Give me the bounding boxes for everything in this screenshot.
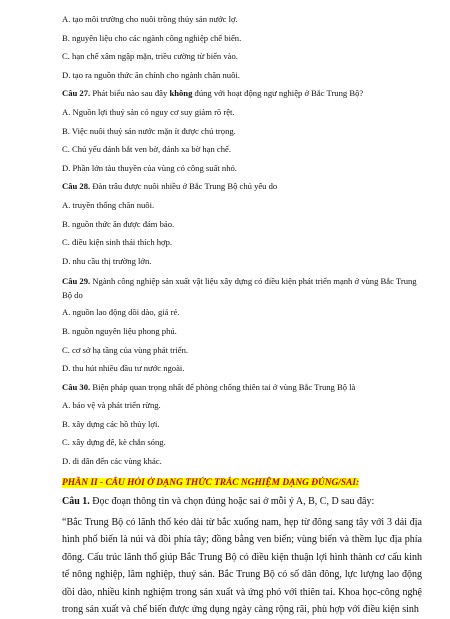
question-stem bbox=[62, 88, 422, 99]
question-number: Câu 28. bbox=[62, 181, 91, 192]
option-a: A. tạo môi trường cho nuôi trồng thủy sản nước lợ. bbox=[62, 14, 238, 24]
document-page bbox=[62, 14, 422, 619]
section-heading: PHẦN II - CÂU HỎI Ở DẠNG THỨC TRẮC NGHIỆM DẠNG ĐÚNG/SAI: bbox=[62, 477, 360, 488]
option-a: A. nguồn lao động dồi dào, giá rẻ. bbox=[62, 307, 180, 318]
option-b: B. Việc nuôi thuỷ sản nước mặn ít được chú trọng. bbox=[62, 125, 236, 136]
question-stem bbox=[62, 382, 422, 393]
option-a: A. bảo vệ và phát triển rừng. bbox=[62, 400, 161, 411]
question-28 bbox=[62, 181, 422, 266]
question-number: Câu 29. bbox=[62, 276, 91, 287]
section-heading-wrap bbox=[62, 475, 422, 489]
option-d: D. di dân đến các vùng khác. bbox=[62, 456, 162, 467]
question-stem bbox=[62, 181, 422, 192]
question-stem bbox=[62, 495, 422, 508]
option-b: B. nguồn nguyên liệu phong phú. bbox=[62, 325, 177, 336]
question-30 bbox=[62, 382, 422, 467]
option-c: C. cơ sở hạ tầng của vùng phát triển. bbox=[62, 344, 189, 355]
question-text: Ngành công nghiệp sản xuất vật liệu xây dựng có điều kiện phát triển mạnh ở vùng Bắc Trung Bộ do bbox=[62, 276, 417, 301]
question-number: Câu 27. bbox=[62, 88, 91, 99]
question-text: Biện pháp quan trọng nhất để phòng chống thiên tai ở vùng Bắc Trung Bộ là bbox=[90, 381, 356, 392]
question-text: Đàn trâu được nuôi nhiều ở Bắc Trung Bộ chủ yếu do bbox=[90, 181, 278, 192]
option-d: D. thu hút nhiều đầu tư nước ngoài. bbox=[62, 363, 185, 374]
option-a: A. Nguồn lợi thuỷ sản có nguy cơ suy giảm rõ rệt. bbox=[62, 106, 235, 117]
option-c: C. Chủ yếu đánh bắt ven bờ, đánh xa bờ hạn chế. bbox=[62, 144, 231, 155]
option-a: A. truyền thống chăn nuôi. bbox=[62, 199, 155, 210]
reading-passage: “Bắc Trung Bộ có lãnh thổ kéo dài từ bắc xuống nam, hẹp từ đông sang tây với 3 dải địa hình phổ biến là núi và đồi phía tây; đồng bằng ven biển; vùng biển và thềm lục địa phía đông. Cấu trúc lãnh thổ giúp Bắc Trung Bộ có điều kiện thuận lợi hình thành cơ cấu kinh tế nông nghiệp, lâm nghiệp, thuỷ sản. Bắc Trung Bộ có số dân đông, lực lượng lao động dồi dào, nhiều kinh nghiệm trong sản xuất và ứng phó với thiên tai. Khoa học-công nghệ trong sản xuất và chế biến được ứng dụng ngày càng rộng rãi, phù hợp với điều kiện sinh bbox=[62, 516, 422, 616]
option-c: C. điều kiện sinh thái thích hợp. bbox=[62, 237, 173, 248]
question-emphasis: không bbox=[169, 88, 193, 99]
question-stem bbox=[62, 274, 422, 302]
option-d: D. Phần lớn tàu thuyền của vùng có công suất nhỏ. bbox=[62, 162, 237, 173]
true-false-question-1 bbox=[62, 495, 422, 619]
option-d: D. nhu cầu thị trường lớn. bbox=[62, 255, 152, 266]
question-29 bbox=[62, 274, 422, 374]
option-d: D. tạo ra nguồn thức ăn chính cho ngành chăn nuôi. bbox=[62, 69, 240, 80]
option-b: B. nguyên liệu cho các ngành công nghiệp chế biến. bbox=[62, 32, 242, 43]
question-27 bbox=[62, 88, 422, 173]
option-b: B. xây dựng các hồ thủy lợi. bbox=[62, 418, 160, 429]
question-text-end: đúng với hoạt động ngư nghiệp ở Bắc Trung Bộ? bbox=[192, 88, 364, 99]
question-number: Câu 30. bbox=[62, 381, 91, 392]
question-number: Câu 1. bbox=[62, 495, 90, 507]
question-text: Đọc đoạn thông tin và chọn đúng hoặc sai ở mỗi ý A, B, C, D sau đây: bbox=[89, 495, 375, 507]
option-c: C. hạn chế xâm ngập mặn, triều cường từ biển vào. bbox=[62, 51, 238, 62]
q26-options bbox=[62, 14, 422, 81]
question-text: Phát biểu nào sau đây bbox=[90, 88, 170, 99]
option-b: B. nguồn thức ăn được đảm bảo. bbox=[62, 218, 175, 229]
option-c: C. xây dựng đê, kè chắn sóng. bbox=[62, 437, 166, 448]
